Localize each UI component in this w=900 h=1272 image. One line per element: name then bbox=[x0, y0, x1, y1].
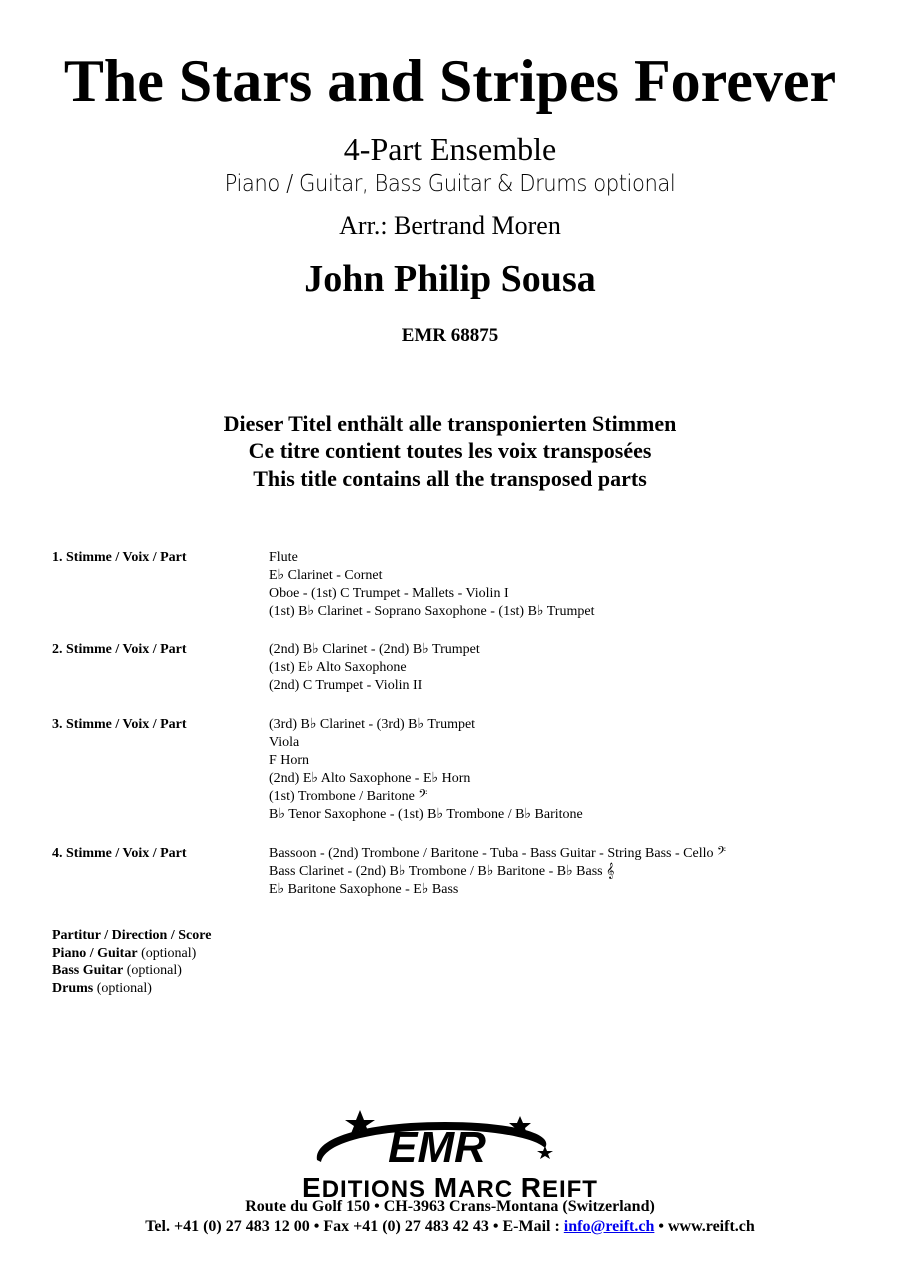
notice-german: Dieser Titel enthält alle transponierten Stimmen bbox=[223, 411, 677, 436]
list-item: Bass Clarinet - (2nd) B♭ Trombone / B♭ Baritone - B♭ Bass 𝄞 bbox=[269, 864, 615, 879]
part-3-instruments bbox=[269, 716, 583, 824]
composer: John Philip Sousa bbox=[304, 258, 596, 300]
part-3-label: 3. Stimme / Voix / Part bbox=[52, 717, 187, 732]
ensemble-subtitle: 4-Part Ensemble bbox=[343, 131, 557, 167]
drums-label: Drums bbox=[52, 980, 94, 996]
list-item: Flute bbox=[269, 550, 298, 565]
list-item: (1st) E♭ Alto Saxophone bbox=[269, 660, 407, 675]
logo-text: EMR bbox=[388, 1123, 486, 1172]
list-item: (2nd) C Trumpet - Violin II bbox=[269, 678, 423, 693]
optional-note: (optional) bbox=[126, 963, 182, 978]
list-item: (1st) B♭ Clarinet - Soprano Saxophone - (1st) B♭ Trumpet bbox=[269, 604, 595, 619]
part-1-label: 1. Stimme / Voix / Part bbox=[52, 550, 187, 565]
arranger: Arr.: Bertrand Moren bbox=[339, 211, 561, 240]
list-item: (3rd) B♭ Clarinet - (3rd) B♭ Trumpet bbox=[269, 717, 476, 732]
catalog-number: EMR 68875 bbox=[401, 325, 499, 346]
part-2-label: 2. Stimme / Voix / Part bbox=[52, 642, 187, 657]
bass-guitar-label: Bass Guitar bbox=[52, 963, 124, 978]
notice-french: Ce titre contient toutes les voix transposées bbox=[248, 438, 652, 463]
list-item: Bassoon - (2nd) Trombone / Baritone - Tuba - Bass Guitar - String Bass - Cello 𝄢 bbox=[269, 846, 726, 861]
part-4-instruments bbox=[269, 845, 726, 899]
part-2-instruments bbox=[269, 641, 480, 695]
list-item: (2nd) E♭ Alto Saxophone - E♭ Horn bbox=[269, 771, 471, 786]
notice-english: This title contains all the transposed parts bbox=[253, 466, 647, 491]
list-item: E♭ Clarinet - Cornet bbox=[269, 568, 383, 583]
publisher-name: EDITIONS MARC REIFT bbox=[302, 1172, 598, 1203]
piano-guitar-label: Piano / Guitar bbox=[52, 945, 138, 961]
part-4-label: 4. Stimme / Voix / Part bbox=[52, 846, 187, 861]
page-title: The Stars and Stripes Forever bbox=[63, 48, 837, 114]
emr-logo bbox=[305, 1108, 565, 1178]
list-item: E♭ Baritone Saxophone - E♭ Bass bbox=[269, 882, 459, 897]
list-item: Oboe - (1st) C Trumpet - Mallets - Violin I bbox=[269, 586, 509, 601]
publisher-contact: Tel. +41 (0) 27 483 12 00 • Fax +41 (0) 27 483 42 43 • E-Mail : info@reift.ch • www.reift.ch bbox=[145, 1218, 755, 1235]
list-item: (2nd) B♭ Clarinet - (2nd) B♭ Trumpet bbox=[269, 642, 480, 657]
list-item: (1st) Trombone / Baritone 𝄢 bbox=[269, 789, 428, 804]
instrumentation-line: Piano / Guitar, Bass Guitar & Drums optional bbox=[224, 171, 676, 197]
list-item: F Horn bbox=[269, 753, 310, 768]
list-item: B♭ Tenor Saxophone - (1st) B♭ Trombone / B♭ Baritone bbox=[269, 807, 583, 822]
part-1-instruments bbox=[269, 549, 594, 621]
score-label: Partitur / Direction / Score bbox=[52, 928, 212, 943]
email-link[interactable]: info@reift.ch bbox=[563, 1218, 655, 1235]
additional-parts bbox=[52, 927, 211, 997]
optional-note: (optional) bbox=[141, 945, 197, 961]
list-item: Viola bbox=[269, 735, 300, 750]
publisher-address: Route du Golf 150 • CH-3963 Crans-Montana (Switzerland) bbox=[245, 1198, 655, 1215]
optional-note: (optional) bbox=[96, 980, 152, 996]
